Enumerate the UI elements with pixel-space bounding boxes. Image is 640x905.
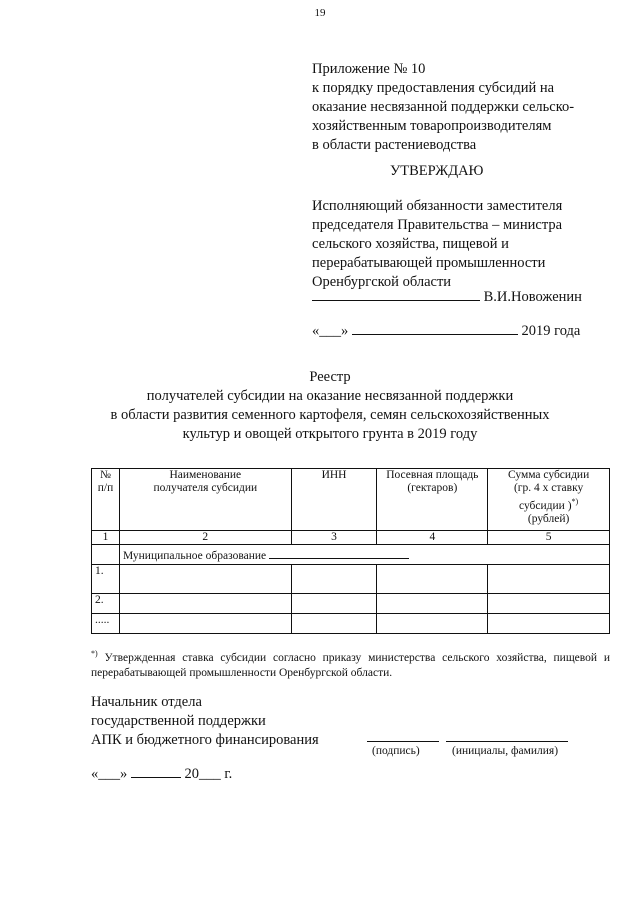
position-line: Оренбургской области [312,274,452,290]
approval-date-year: 2019 года [521,323,581,339]
position-line: сельского хозяйства, пищевой и [312,236,509,252]
position-line: председателя Правительства – министра [312,217,563,233]
approval-heading: УТВЕРЖДАЮ [390,163,484,179]
signer-name: В.И.Новоженин [483,289,582,305]
initials-caption: (инициалы, фамилия) [452,745,559,757]
approval-position [312,197,612,292]
municipal-fill-line [269,547,409,559]
signoff-block [91,693,371,750]
signature-caption: (подпись) [372,745,420,757]
signoff-date-row [91,764,232,784]
header-sum: Сумма субсидии (гр. 4 х ставку субсидии )*) (рублей) [488,469,610,531]
column-number: 2 [119,531,291,545]
table-row [92,594,610,614]
approval-signature-row [312,287,612,307]
table-row [92,614,610,634]
signoff-line: Начальник отдела [91,694,202,710]
signoff-line: АПК и бюджетного финансирования [91,732,319,748]
municipal-cell [119,545,609,565]
annex-block [312,60,612,155]
register-line: в области развития семенного картофеля, семян сельскохозяйственных [110,407,550,423]
page-number: 19 [314,7,326,19]
column-number: 4 [377,531,488,545]
position-line: перерабатывающей промышленности [312,255,546,271]
row-number: ..... [92,614,120,634]
register-title-block [60,368,600,444]
header-num: № п/п [92,469,120,531]
approval-date-day: «___» [312,323,349,339]
annex-title: Приложение № 10 [312,61,426,77]
register-line: культур и овощей открытого грунта в 2019 году [182,426,478,442]
annex-line: в области растениеводства [312,137,477,153]
signoff-date-year: 20___ г. [184,766,233,782]
annex-line: хозяйственным товаропроизводителям [312,118,552,134]
footnote-ref: *) [571,497,579,506]
header-area: Посевная площадь (гектаров) [377,469,488,531]
signature-fill-line [367,741,439,742]
column-number: 1 [92,531,120,545]
footnote-text: Утвержденная ставка субсидии согласно приказу министерства сельского хозяйства, пищевой и перерабатывающей промышленности Оренбургской области. [91,651,611,679]
header-name: Наименование получателя субсидии [119,469,291,531]
approval-date-line [352,321,518,335]
initials-fill-line [446,741,568,742]
register-line: получателей субсидии на оказание несвязанной поддержки [146,388,514,404]
row-number: 1. [92,565,120,594]
column-number: 5 [488,531,610,545]
footnote [91,646,610,681]
footnote-mark: *) [91,649,98,658]
column-number: 3 [291,531,377,545]
annex-line: оказание несвязанной поддержки сельско- [312,99,575,115]
table-municipal-row [92,545,610,565]
position-line: Исполняющий обязанности заместителя [312,198,563,214]
municipal-label: Муниципальное образование [122,549,267,562]
signoff-date-month-line [131,764,181,778]
table-header-row [92,469,610,531]
signature-line [312,287,480,301]
register-table [91,468,610,634]
signoff-line: государственной поддержки [91,713,266,729]
table-row [92,565,610,594]
signoff-date-day: «___» [91,766,128,782]
row-number: 2. [92,594,120,614]
header-inn: ИНН [291,469,377,531]
table-column-numbers [92,531,610,545]
approval-date-row [312,321,612,341]
annex-line: к порядку предоставления субсидий на [312,80,555,96]
register-title: Реестр [309,369,351,385]
